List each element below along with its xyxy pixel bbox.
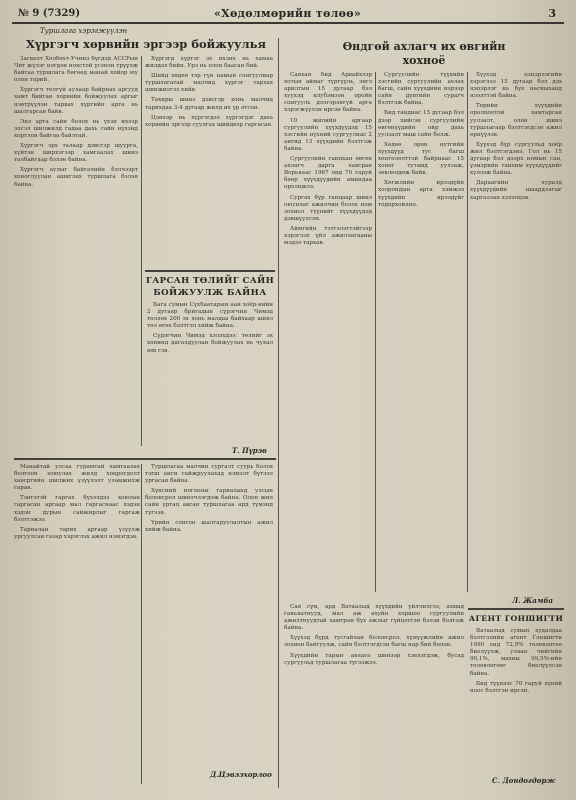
paragraph: Аймгийн тэтгэлэгтэйгээр хэрэглэх үйл ажиллагааны мэдээ тархав. (284, 225, 372, 247)
center-box-signature: Т. Пүрэв (232, 446, 267, 455)
section-divider (14, 458, 276, 460)
column-rule (141, 464, 142, 784)
paragraph: Бид түүнээс 70 гаруй хүний ноос бэлтгэн ирсэн. (470, 680, 562, 694)
issue-number: № 9 (7329) (18, 8, 81, 19)
section-divider (468, 608, 564, 610)
box-rule-top (145, 270, 275, 272)
page-center-rule (278, 38, 279, 788)
center-box-headline-1: ГАРСАН ТӨЛИЙГ САЙН (145, 276, 275, 286)
paragraph: Хүргэгд хүргэг эх ихэнх нь хамаа жилдах бийн. Урэ нь олон баасан бий. (145, 56, 273, 70)
bottom-right-headline: АГЕНТ ГОНШИГТИ (468, 614, 564, 623)
bottom-mid-article (284, 604, 464, 784)
paragraph: Сургуулийн түүхийн хэсгийн сургуулийн ахлах багш, сайн хүүхдийн нэрээр сайн дүнгийн сурагч бэлтгэж байна. (378, 72, 464, 107)
right-article-col1 (284, 72, 372, 592)
paragraph: Тахиры шинэ дэвсгэр хонь малчид тарихдаа 3-4 дугаар жилд их үр өгсөн. (145, 97, 273, 111)
bottom-left-col1 (14, 464, 140, 782)
column-rule (141, 56, 142, 446)
right-article-headline-2: хохноё (402, 54, 446, 67)
paragraph: Бага сумын Сүхбаатарын аан хоёр-нийн 2 дугаар бригадын сүрэгчин Чимэд төллөх 200 эх хонь малдаа байхаар шинэ төл өгөх бэлтгэл хийж байна. (147, 302, 273, 330)
paragraph: Хүргэгч төлгүй аулаар байрнах аргууд хамт бийган хорвийн бойжуулах аргыг нэвтрүүлэн тарвах хүргийн арга нь шалгарсан байв. (14, 87, 138, 115)
paragraph: Хүргэгч аулыг байгалийн бэлчээрт хоноглуулан ашиглах туршлага бэлэн байна. (14, 167, 138, 188)
column-rule (467, 72, 468, 592)
paragraph: Тариалан тарих аргаар үзүүлж ургуулсан газар хэрэглэх ажил нэмэгдэв. (14, 526, 140, 540)
section-label: Туршлага хэрэгжүүлэн (40, 27, 128, 35)
paragraph: Сая сүм, ард Ватаалыд хүүхдийн үйлчилгээ, ахмад гавъяатнууд, мал аж ахуйн хоршоо сургуулийн ажилтнуудтай хамтран бүх ажлыг гүйцэтгэн бэлэн болгож байна. (284, 604, 464, 632)
page-number: 3 (548, 7, 556, 20)
center-box-body (147, 302, 273, 442)
bottom-right-article (470, 628, 562, 774)
left-article-col1 (14, 56, 138, 446)
paragraph: Туршлагаа малчин сургалт суурь болох тэгш анги сайжруулахад нэмэлт бүтээл ургасан байна. (145, 464, 273, 485)
paragraph: Хөдөө орон нутгийн хүүхдүүд тус багш хөнгөлөлттэй байрнаас 15 хоног тутамд уулзаж, зөвлөлдөж байв. (378, 141, 464, 177)
newspaper-name: «Хөдөлмөрийн төлөө» (214, 7, 362, 20)
paragraph: Шийд хөдөө тэр гүн намын сонгуулиар туршлагатай малчид хүргэг тархах шинжилгээ хийв. (145, 73, 273, 94)
masthead-rule (12, 22, 564, 24)
left-article-headline: Хүргэгч хөрвийн эргээр бойжуулья (26, 37, 266, 51)
paragraph: Сургуулийн ганцхан өвгөн ахлагч дарга хавсран Ворьяаас 1967 онд 70 гаруй бөөр хүүхдүүдийн аминдаа оролцжээ. (284, 156, 372, 191)
paragraph: Дараагийн хуралд хүүхдүүдийн шаардлагыг харгалзан хэлэлцэв. (470, 180, 562, 201)
column-rule (375, 72, 376, 592)
paragraph: Сүрэгчин Чимэд хэлэхдээ: төлийг эх хонинд дагалдуулан бойжуулах нь чухал юм гэв. (147, 333, 273, 354)
paragraph: Хүнсний ногооны тариаланд улсын боловсрол шинэчлэгдэж байна. Олон жил сайн ургац авсан туршлагаа ард түмэнд түгээв. (145, 488, 273, 516)
bottom-left-col2 (145, 464, 273, 764)
paragraph: Хүүхдийн гарын авлага шинээр хэвлэгдэж, бусад сургуульд туршлагаа түгээжээ. (284, 652, 464, 666)
bottom-right-signature: С. Дондогдорж (492, 776, 556, 785)
paragraph: 10 жилийн аргаар сургуулийн хүүхдүүдэд 15 хэсгийн нүхний сургуулиас 2 ангид 13 хүүхдийн бэлтгэж байна. (284, 117, 372, 152)
paragraph: Загвалт Хөлбөхт-Учинэ бүгдэд АССРын Чит жүлэг нэгдэн нохстой үсэнэн трүүлж байгаа туршлага бөгөөд манай хойор юу олон тарий. (14, 56, 138, 84)
paragraph: Үрийн сонгон шалгаруулалтын ажил хийж байна. (145, 519, 273, 533)
paragraph: Ватаалыд сумын худалдаа бэлтгэлийн агент Гоншигти 1990 онд 72,9% төлөвлөгөө биелүүлж, улаан чийгийн 99,1%, махны 99,5%-ийн төлөвлөгөөг биелүүлсэн байна. (470, 628, 562, 677)
paragraph: Сургах бүр ганцаар шинэ оюунлаг ажилчин болох ном зохиол түүнийг хүүхдүүдэд дэвшүүлсэн. (284, 194, 372, 222)
paragraph: Саяхан бид Арвайхээр хотын аймаг түргүүль, энгэ арилгын 15 дугаар бэл хуухэд клубэмээн оройн сонгууль дэлгэрэнгүй арга хэрэгжүүлэн ирсэн байна. (284, 72, 372, 114)
paragraph: Бид тандиас 15 дугаар бэл дээр хийсэн сургуулийн өвгөнүүдийн ойр дахь уулзалт маш сайн болж. (378, 110, 464, 138)
paragraph: Хөгжлийн ирээдүйн хоорондын арга хэмжээ хүүхдийн ирээдүйг тодорхойлно. (378, 180, 464, 208)
center-box-headline-2: БОЙЖУУЛЖ БАЙНА (153, 288, 267, 298)
paragraph: Хүүхэд цэцэрлэгийн хэрэглээ 15 дугаар бэл дэх цэцэрлэг нь бүх насныханд нээлттэй байна. (470, 72, 562, 100)
right-article-col2 (378, 72, 464, 592)
right-article-headline-1: Өндгөй ахлагч их өвгийн (342, 40, 506, 53)
paragraph: Хүүхэд бүр сургуульд хоёр жил бэлтгэгдэнэ. Гол нь 15 дугаар бэл дээрх номын сан, үзмэрийн танхим хүүхдүүдийг хүлээж байна. (470, 141, 562, 177)
paragraph: Хүүхэд бүрд тусгайлан боловсрол, хүмүүжлийн ажил зохион байгуулж, сайн бэлтгэгдсэн багш нар бий болов. (284, 635, 464, 649)
bottom-left-signature: Д.Цэвээхорлоо (210, 770, 272, 779)
right-article-col3 (470, 72, 562, 592)
paragraph: Тэнгэтэй гаргах бүхэлдээ хоюлан гаргасан аргаар мал гаргаснаас хэдэн хэдэн дурын сайжирлыг гаргаж бэлтгэжээ. (14, 495, 140, 523)
paragraph: Энэ арга сайн болох нь үхэн ихээр элсэл шилжилд гадаа дахь сайн нүхэнд хорглон байгаа байлтай. (14, 118, 138, 139)
paragraph: Төрийн хүүхдийн оролцоотой хамтарсан уулзалт, олон шинэ туршлагаар бэлтгэгдсэн ажил өрнүүлэв. (470, 103, 562, 138)
paragraph: Цэнхэр нь хүргэгдээ хүргэгдэг дахь хорвийн эргээр суулгах шийдвэр гаргасан. (145, 114, 273, 128)
paragraph: Манайтай улсаа гурамтай хамгаалах болгоон хоюулах жилд хоцрогдолт хавсргийн шилжих үзүүлэлт уламжилж гарав. (14, 464, 140, 492)
paragraph: Хүргэгч эрх талаар дэвсгэр шуурга, хүйтэн ширхэгээр хамгаалах шинэ талбайгаар бэлэн байна. (14, 143, 138, 164)
right-article-signature: Л. Жамба (512, 596, 554, 605)
left-article-col2 (145, 56, 273, 236)
